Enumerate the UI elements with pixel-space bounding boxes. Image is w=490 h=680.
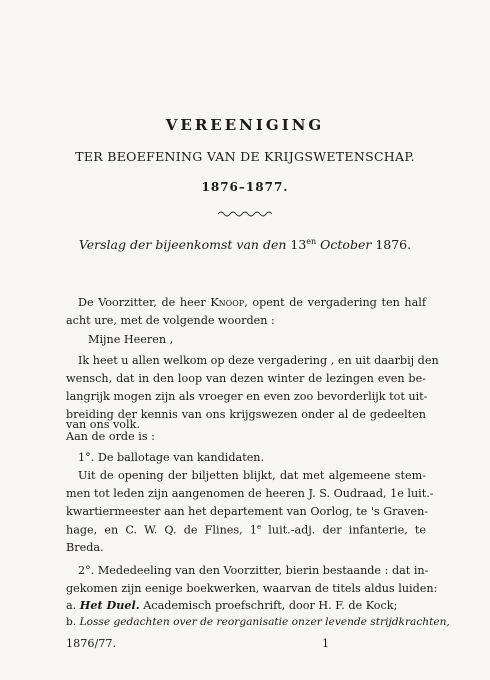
ornament-divider	[218, 210, 272, 218]
report-year: 1876.	[375, 237, 412, 253]
agenda-label: Aan de orde is :	[66, 430, 155, 443]
paragraph-line: De Voorzitter, de heer Knoop, opent de vergadering ten half	[78, 296, 427, 309]
paragraph-line: wensch, dat in den loop van dezen winter de lezingen even be-	[66, 372, 426, 385]
agenda-item-2: 2°. Mededeeling van den Voorzitter, bierin bestaande : dat in-	[78, 564, 429, 577]
paragraph-line: Breda.	[66, 541, 104, 554]
paragraph-line: van ons volk.	[66, 418, 140, 431]
paragraph-line: hage, en C. W. Q. de Flines, 1e luit.-adj. der infanterie, te	[66, 523, 427, 537]
page-subtitle: TER BEOEFENING VAN DE KRIJGSWETENSCHAP.	[75, 149, 415, 164]
page-title: VEREENIGING	[165, 116, 325, 134]
book-item-b: b. Losse gedachten over de reorganisatie onzer levende strijdkrachten,	[66, 616, 450, 628]
paragraph-line: breiding der kennis van ons krijgswezen onder al de gedeelten	[66, 408, 426, 421]
paragraph-line: langrijk mogen zijn als vroeger en even zoo bevorderlijk tot uit-	[66, 390, 428, 403]
report-month: October	[320, 237, 372, 253]
paragraph-line: kwartiermeester aan het departement van Oorlog, te 's Graven-	[66, 505, 429, 518]
report-prefix: Verslag der bijeenkomst van den	[78, 237, 287, 253]
book-item-a: a. Het Duel. Academisch proefschrift, door H. F. de Kock;	[66, 598, 398, 612]
paragraph-line: gekomen zijn eenige boekwerken, waarvan de titels aldus luiden:	[66, 582, 438, 595]
paragraph-line: Uit de opening der biljetten blijkt, dat met algemeene stem-	[78, 469, 426, 482]
page-number: 1	[322, 637, 330, 650]
report-day: $13^{en}$	[290, 237, 317, 253]
footer-volume: 1876/77.	[66, 637, 117, 650]
salutation: Mijne Heeren ,	[88, 333, 174, 346]
agenda-item-1: 1°. De ballotage van kandidaten.	[78, 451, 265, 464]
paragraph-line: acht ure, met de volgende woorden :	[66, 314, 275, 327]
paragraph-line: Ik heet u allen welkom op deze vergadering , en uit daarbij den	[78, 354, 439, 367]
report-heading	[0, 237, 490, 252]
session-years: 1876–1877.	[201, 180, 289, 194]
paragraph-line: men tot leden zijn aangenomen de heeren J. S. Oudraad, 1e luit.-	[66, 487, 434, 500]
